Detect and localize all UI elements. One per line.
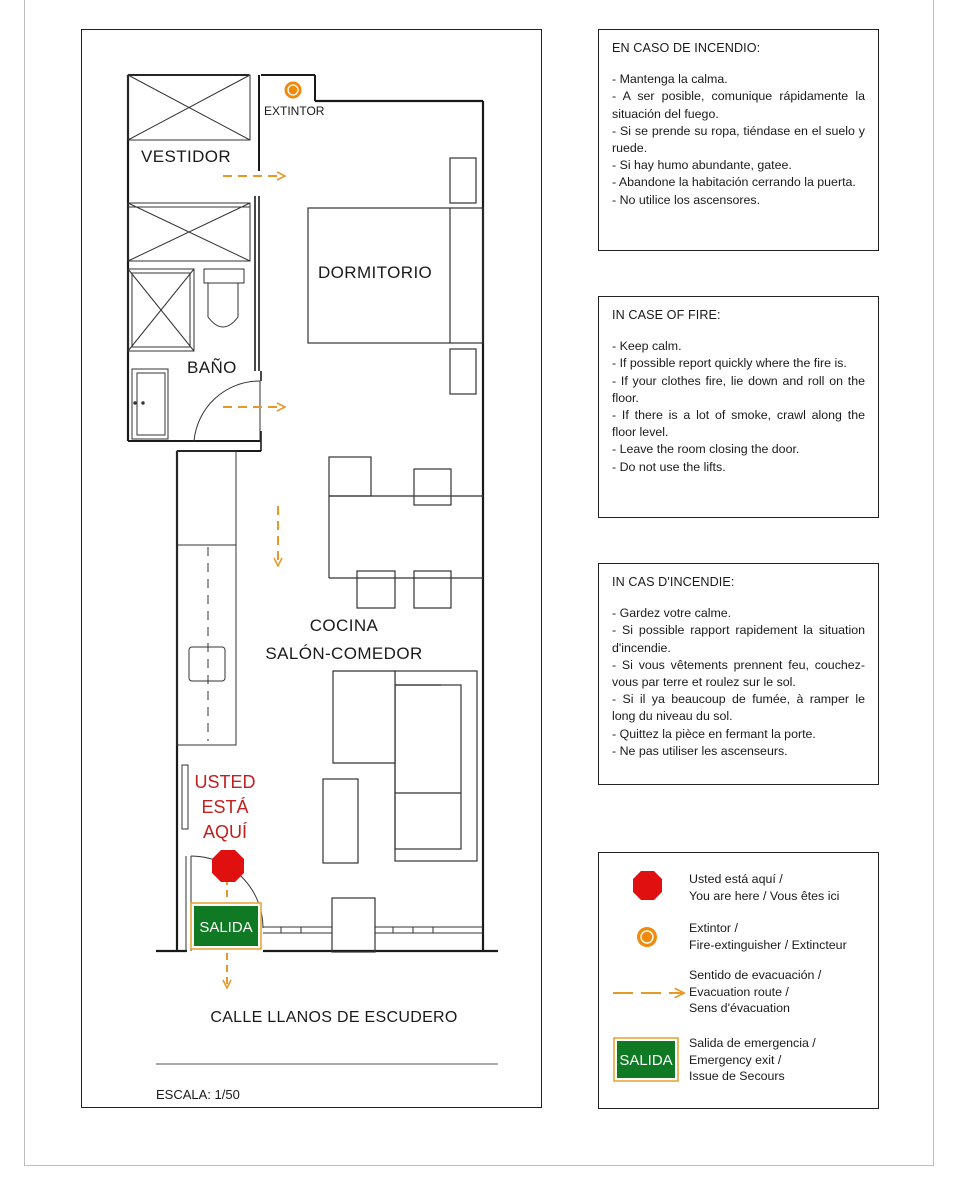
instruction-item: - If possible report quickly where the fire is. bbox=[612, 356, 847, 371]
kitchen-counter bbox=[177, 451, 236, 745]
instruction-item: - Quittez la pièce en fermant la porte. bbox=[612, 726, 816, 741]
instructions-title: EN CASO DE INCENDIO: bbox=[612, 41, 761, 55]
instruction-item: - Leave the room closing the door. bbox=[612, 442, 800, 457]
legend-extinguisher-text bbox=[689, 920, 847, 953]
room-label-vestidor: VESTIDOR bbox=[141, 147, 232, 166]
scale-label: ESCALA: 1/50 bbox=[156, 1087, 240, 1102]
street-label: CALLE LLANOS DE ESCUDERO bbox=[210, 1009, 458, 1026]
dining-table bbox=[329, 457, 483, 608]
legend-exit-badge-label: SALIDA bbox=[619, 1052, 673, 1069]
legend-exit-text bbox=[689, 1035, 816, 1085]
walls bbox=[128, 75, 498, 951]
instruction-item: - If your clothes fire, lie down and roll on the floor. bbox=[612, 373, 865, 405]
instruction-item: - No utilice los ascensores. bbox=[612, 192, 761, 207]
instruction-item: - Ne pas utiliser les ascenseurs. bbox=[612, 743, 788, 758]
room-label-salon-comedor: SALÓN-COMEDOR bbox=[265, 644, 423, 663]
floor-plan-panel bbox=[81, 29, 542, 1108]
instruction-item: - Si possible rapport rapidement la situation d'incendie. bbox=[612, 623, 865, 655]
legend-line: Salida de emergencia / bbox=[689, 1036, 816, 1050]
legend bbox=[598, 852, 879, 1109]
instruction-item: - Mantenga la calma. bbox=[612, 72, 728, 87]
legend-line: Extintor / bbox=[689, 921, 738, 935]
instructions-spanish bbox=[598, 29, 879, 251]
you-are-here-line-2: ESTÁ bbox=[201, 797, 249, 817]
exit-badge bbox=[191, 903, 261, 949]
instructions-english bbox=[598, 296, 879, 518]
legend-you-are-here-marker bbox=[633, 871, 662, 900]
legend-you-are-here-text bbox=[689, 871, 839, 904]
sofa bbox=[333, 671, 477, 861]
legend-line: Sentido de evacuación / bbox=[689, 968, 822, 982]
room-label-dormitorio: DORMITORIO bbox=[318, 263, 433, 282]
instruction-item: - Si vous vêtements prennent feu, couchez-vous par terre et roulez sur le sol. bbox=[612, 657, 865, 690]
instruction-item: - A ser posible, comunique rápidamente la situación del fuego. bbox=[612, 89, 865, 121]
legend-line: Emergency exit / bbox=[689, 1052, 782, 1067]
wardrobe-units bbox=[128, 75, 250, 261]
extinguisher-label: EXTINTOR bbox=[264, 104, 325, 118]
room-label-bano: BAÑO bbox=[187, 358, 237, 377]
legend-line: Issue de Secours bbox=[689, 1069, 785, 1083]
living-furniture bbox=[323, 779, 375, 952]
instruction-item: - Si il ya beaucoup de fumée, à ramper le long du niveau du sol. bbox=[612, 692, 865, 724]
legend-evacuation-text bbox=[689, 967, 821, 1017]
floor-plan-drawing bbox=[82, 30, 543, 1109]
legend-line: Usted está aquí / bbox=[689, 872, 783, 886]
instructions-french bbox=[598, 563, 879, 785]
bathroom-fixtures bbox=[128, 269, 260, 441]
legend-line: Sens d'évacuation bbox=[689, 1001, 790, 1015]
instruction-item: - Abandone la habitación cerrando la puerta. bbox=[612, 175, 856, 190]
instruction-item: - Si hay humo abundante, gatee. bbox=[612, 158, 792, 173]
instruction-item: - If there is a lot of smoke, crawl along the floor level. bbox=[612, 408, 865, 440]
instructions-title: IN CASE OF FIRE: bbox=[612, 308, 721, 322]
legend-line: Fire-extinguisher / Extincteur bbox=[689, 937, 847, 952]
exit-badge-label: SALIDA bbox=[199, 919, 253, 936]
instruction-item: - Keep calm. bbox=[612, 339, 682, 354]
instruction-item: - Do not use the lifts. bbox=[612, 459, 726, 474]
instruction-item: - Gardez votre calme. bbox=[612, 606, 732, 621]
you-are-here-line-1: USTED bbox=[194, 772, 256, 792]
instructions-title: IN CAS D'INCENDIE: bbox=[612, 575, 735, 589]
room-label-cocina: COCINA bbox=[309, 616, 379, 635]
glass-wall bbox=[263, 927, 483, 933]
instruction-item: - Si se prende su ropa, tiéndase en el suelo y ruede. bbox=[612, 123, 865, 156]
you-are-here-marker bbox=[212, 850, 244, 882]
legend-line: Evacuation route / bbox=[689, 984, 789, 999]
legend-line: You are here / Vous êtes ici bbox=[689, 888, 840, 903]
you-are-here-line-3: AQUÍ bbox=[202, 822, 248, 842]
legend-exit-badge bbox=[614, 1038, 678, 1081]
